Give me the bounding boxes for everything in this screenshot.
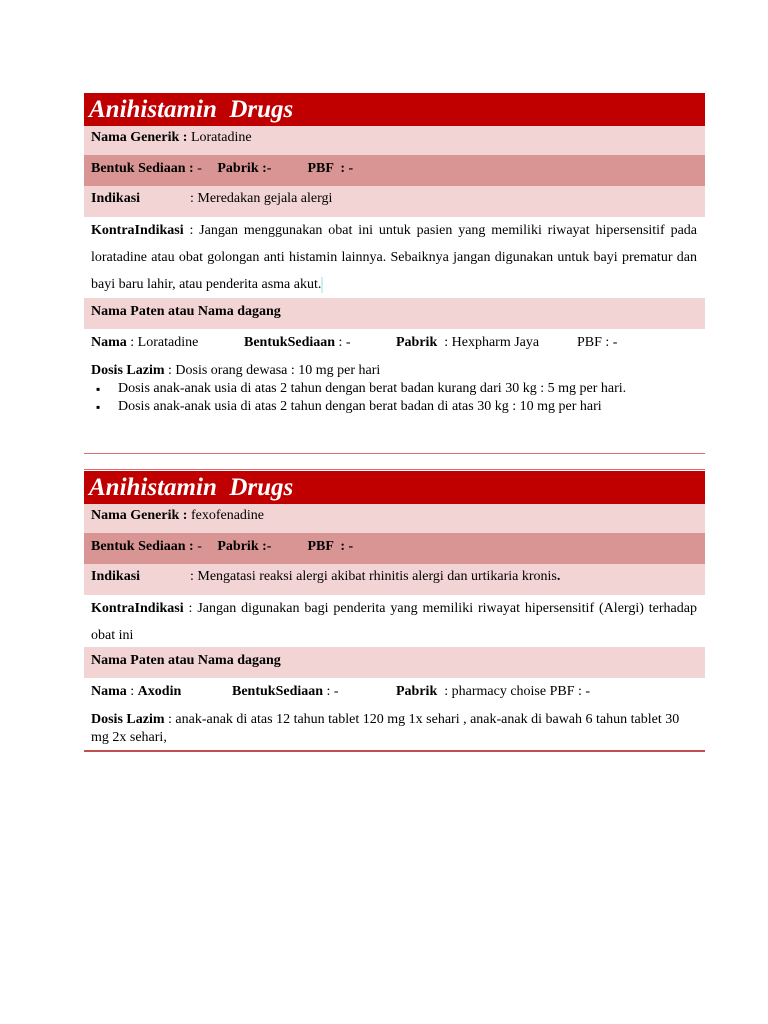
bentuk-label: Bentuk Sediaan :	[91, 161, 198, 176]
paten-row	[84, 298, 705, 329]
indikasi-period: .	[556, 569, 561, 584]
kontra-value: : Jangan menggunakan obat ini untuk pasien yang memiliki riwayat hipersensitif pada loratadine atau obat golongan anti histamin lainnya. Sebaiknya jangan digunakan untuk bayi prematur dan bayi baru lahir, atau penderita asma akut.	[91, 223, 697, 292]
dosis-list	[91, 380, 697, 416]
bentuksediaan-label: BentukSediaan	[244, 335, 336, 350]
kontraindikasi-block	[84, 217, 705, 298]
pabrik-label: Pabrik :	[217, 539, 267, 554]
kontraindikasi-block	[84, 595, 705, 647]
generik-value: Loratadine	[187, 130, 252, 145]
dosis-label: Dosis Lazim	[91, 363, 165, 378]
indikasi-label: Indikasi	[91, 569, 141, 584]
generik-label: Nama Generik :	[91, 130, 188, 145]
nama-row	[84, 678, 705, 711]
bentuk-row	[84, 533, 705, 564]
bottom-border	[84, 750, 705, 752]
indikasi-row	[84, 186, 705, 217]
kontra-label: KontraIndikasi	[91, 601, 184, 616]
dosis-list-item: ▪ Dosis anak-anak usia di atas 2 tahun dengan berat badan kurang dari 30 kg : 5 mg per hari.	[118, 380, 697, 398]
indikasi-label: Indikasi	[91, 191, 141, 206]
indikasi-value: : Mengatasi reaksi alergi akibat rhinitis alergi dan urtikaria kronis	[190, 569, 557, 584]
paten-row	[84, 647, 705, 678]
dosis-list-item: ▪ Dosis anak-anak usia di atas 2 tahun dengan berat badan di atas 30 kg : 10 mg per hari	[118, 398, 697, 416]
generik-value: fexofenadine	[187, 508, 265, 523]
divider	[84, 469, 705, 470]
bentuk-value: -	[197, 539, 206, 554]
bentuksediaan-label: BentukSediaan	[232, 684, 324, 699]
bentuk-label: Bentuk Sediaan :	[91, 539, 198, 554]
nama-row	[84, 329, 705, 362]
pabrik2-value: : pharmacy choise PBF : -	[437, 684, 591, 699]
card-title: Anihistamin Drugs	[84, 93, 705, 126]
card-title: Anihistamin Drugs	[84, 471, 705, 504]
dosis-value: : Dosis orang dewasa : 10 mg per hari	[164, 363, 381, 378]
pabrik2-label: Pabrik	[396, 335, 438, 350]
bentuk-value: -	[197, 161, 206, 176]
paten-label: Nama Paten atau Nama dagang	[91, 304, 281, 319]
paten-label: Nama Paten atau Nama dagang	[91, 653, 281, 668]
divider	[84, 453, 705, 454]
nama-label: Nama	[91, 335, 127, 350]
nama-sep: :	[126, 684, 138, 699]
indikasi-row	[84, 564, 705, 595]
dosis-block	[84, 362, 705, 416]
generik-label: Nama Generik :	[91, 508, 188, 523]
pbf-label: PBF : -	[307, 161, 354, 176]
pbf-label: PBF : -	[307, 539, 354, 554]
dosis-value: : anak-anak di atas 12 tahun tablet 120 mg 1x sehari , anak-anak di bawah 6 tahun tablet 30 mg 2x sehari,	[91, 712, 680, 745]
drug-card-loratadine	[84, 93, 705, 416]
drug-card-fexofenadine	[84, 471, 705, 747]
pabrik2-label: Pabrik	[396, 684, 438, 699]
dosis-block	[84, 711, 705, 747]
pbf2: PBF : -	[577, 335, 618, 350]
dosis-label: Dosis Lazim	[91, 712, 165, 727]
pabrik-label: Pabrik :	[217, 161, 267, 176]
pabrik2-value: : Hexpharm Jaya	[437, 335, 540, 350]
nama-label: Nama	[91, 684, 127, 699]
bentuk-row	[84, 155, 705, 186]
generik-row	[84, 126, 705, 155]
generik-row	[84, 504, 705, 533]
indikasi-value: : Meredakan gejala alergi	[190, 191, 333, 206]
text-cursor	[321, 277, 323, 293]
kontra-label: KontraIndikasi	[91, 223, 184, 238]
pabrik-value: -	[266, 161, 272, 176]
pabrik-value: -	[266, 539, 272, 554]
kontra-value: : Jangan digunakan bagi penderita yang memiliki riwayat hipersensitif (Alergi) terhadap obat ini	[91, 601, 697, 643]
nama-value: Axodin	[137, 684, 182, 699]
bentuksediaan-value: : -	[323, 684, 339, 699]
nama-value: : Loratadine	[126, 335, 199, 350]
bentuksediaan-value: : -	[335, 335, 351, 350]
